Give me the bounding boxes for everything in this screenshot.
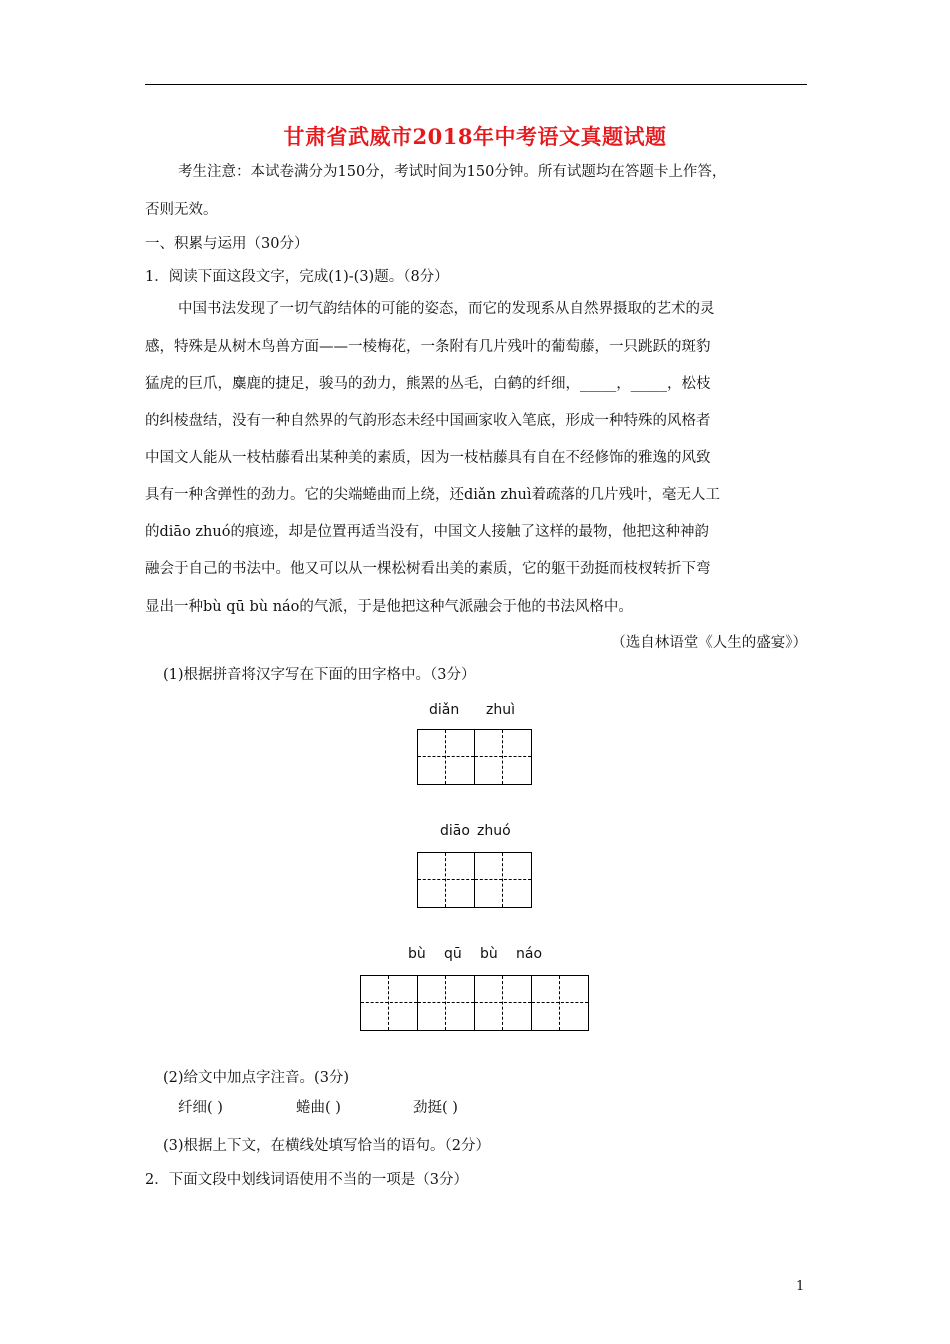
tianzige-grid[interactable]: [417, 852, 532, 908]
passage-source: （选自林语堂《人生的盛宴》）: [611, 635, 807, 651]
pinyin-label: zhuì: [486, 702, 515, 718]
tianzige-cell[interactable]: [474, 853, 531, 907]
notice-line-1: 考生注意：本试卷满分为150分，考试时间为150分钟。所有试题均在答题卡上作答，: [178, 164, 727, 180]
passage-line: 融会于自己的书法中。他又可以从一棵松树看出美的素质，它的躯干劲挺而枝杈转折下弯: [145, 561, 711, 577]
sub-question-3: (3)根据上下文，在横线处填写恰当的语句。（2分）: [163, 1138, 491, 1154]
passage-line: 中国文人能从一枝枯藤看出某种美的素质，因为一枝枯藤具有自在不经修饰的雅逸的风致: [145, 450, 711, 466]
tianzige-cell[interactable]: [474, 730, 531, 784]
passage-line: 的纠棱盘结，没有一种自然界的气韵形态未经中国画家收入笔底，形成一种特殊的风格者: [145, 413, 711, 429]
tianzige-cell[interactable]: [418, 853, 474, 907]
pinyin-label: bù: [408, 946, 426, 962]
tianzige-cell[interactable]: [474, 976, 531, 1030]
question-1-stem: 1．阅读下面这段文字，完成(1)-(3)题。（8分）: [145, 269, 449, 285]
pinyin-label: náo: [516, 946, 543, 962]
header-rule: [145, 84, 807, 85]
sub-question-1: (1)根据拼音将汉字写在下面的田字格中。（3分）: [163, 667, 476, 683]
section-heading: 一、积累与运用（30分）: [145, 236, 309, 252]
tianzige-cell[interactable]: [418, 730, 474, 784]
passage-line: 显出一种bù qū bù náo的气派，于是他把这种气派融会于他的书法风格中。: [145, 599, 633, 615]
passage-line: 具有一种含弹性的劲力。它的尖端蜷曲而上绕，还diǎn zhuì着疏落的几片残叶，毫无人工: [145, 487, 720, 503]
tianzige-cell[interactable]: [417, 976, 474, 1030]
passage-line: 的diāo zhuó的痕迹，却是位置再适当没有，中国文人接触了这样的最物，他把这种神韵: [145, 524, 709, 540]
annotation-item: 纤细( ): [178, 1100, 223, 1116]
sub-question-2: (2)给文中加点字注音。(3分): [163, 1070, 350, 1086]
tianzige-cell[interactable]: [531, 976, 588, 1030]
tianzige-grid[interactable]: [360, 975, 589, 1031]
passage-line: 感，特殊是从树木鸟兽方面——一棱梅花，一条附有几片残叶的葡萄藤，一只跳跃的斑豹: [145, 339, 711, 355]
pinyin-label: diǎn: [429, 702, 460, 718]
pinyin-label: bù: [480, 946, 498, 962]
passage-line: 猛虎的巨爪，麋鹿的捷足，骏马的劲力，熊罴的丛毛，白鹤的纤细，_____，_____，松枝: [145, 376, 711, 392]
tianzige-cell[interactable]: [361, 976, 417, 1030]
notice-line-2: 否则无效。: [145, 202, 218, 218]
tianzige-grid[interactable]: [417, 729, 532, 785]
page-title: 甘肃省武威市2018年中考语文真题试题: [283, 124, 667, 149]
pinyin-label: qū: [444, 946, 462, 962]
passage-line: 中国书法发现了一切气韵结体的可能的姿态，而它的发现系从自然界摄取的艺术的灵: [178, 301, 715, 317]
pinyin-label: zhuó: [477, 823, 511, 839]
pinyin-label: diāo: [440, 823, 470, 839]
annotation-item: 劲挺( ): [413, 1100, 458, 1116]
question-2-stem: 2．下面文段中划线词语使用不当的一项是（3分）: [145, 1172, 468, 1188]
page-number: 1: [796, 1279, 805, 1294]
annotation-item: 蜷曲( ): [296, 1100, 341, 1116]
